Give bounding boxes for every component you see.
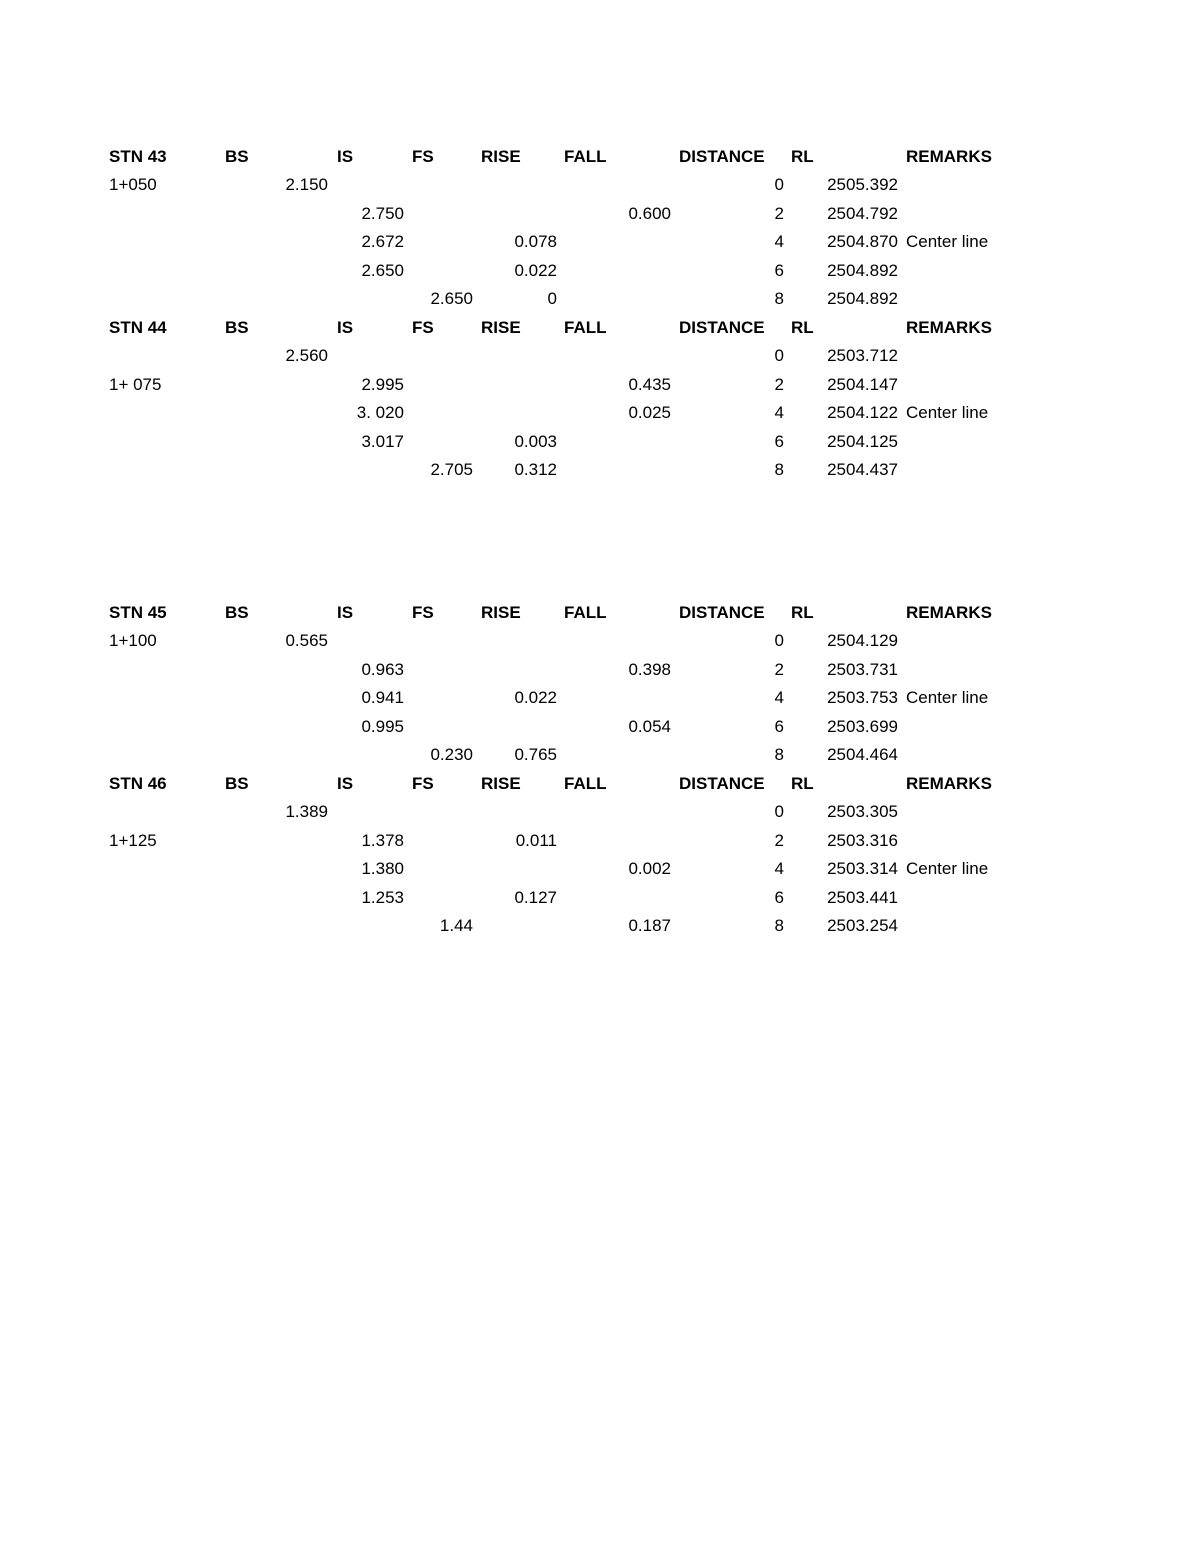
header-rl-label: RL [791, 603, 814, 622]
fall-cell: 0.054 [628, 716, 671, 736]
remarks-cell: Center line [906, 232, 989, 252]
rl-cell: 2503.712 [827, 346, 898, 366]
rl-cell: 2504.464 [827, 745, 898, 764]
header-rise-label: RISE [481, 603, 521, 622]
header-remarks-label: REMARKS [906, 318, 992, 337]
distance-cell: 2 [774, 203, 784, 223]
header-is-label: IS [337, 147, 354, 166]
header-fs-label: FS [412, 318, 434, 337]
distance-cell: 8 [774, 916, 784, 935]
is-cell: 3.017 [361, 431, 404, 451]
header-fall-label: FALL [564, 603, 607, 622]
fs-cell: 2.705 [430, 460, 473, 479]
header-bs-label: BS [225, 318, 249, 337]
fs-cell: 0.230 [430, 745, 473, 764]
chainage-cell: 1+ 075 [109, 374, 162, 394]
rl-cell: 2504.125 [827, 431, 898, 451]
is-cell: 2.650 [361, 260, 404, 280]
bs-cell: 2.150 [285, 175, 328, 195]
is-cell: 2.750 [361, 203, 404, 223]
header-remarks-label: REMARKS [906, 603, 992, 622]
distance-cell: 0 [774, 631, 784, 651]
remarks-cell: Center line [906, 688, 989, 708]
chainage-cell: 1+100 [109, 631, 157, 651]
fs-cell: 2.650 [430, 289, 473, 308]
header-rise-label: RISE [481, 147, 521, 166]
bs-cell: 0.565 [285, 631, 328, 651]
header-rise-label: RISE [481, 318, 521, 337]
header-fs-label: FS [412, 603, 434, 622]
rl-cell: 2504.870 [827, 232, 898, 252]
chainage-cell: 1+050 [109, 175, 157, 195]
rl-cell: 2503.731 [827, 659, 898, 679]
rl-cell: 2503.305 [827, 802, 898, 822]
rise-cell: 0.312 [514, 460, 557, 479]
fall-cell: 0.435 [628, 374, 671, 394]
distance-cell: 0 [774, 175, 784, 195]
header-fall-label: FALL [564, 774, 607, 793]
remarks-cell: Center line [906, 403, 989, 423]
rl-cell: 2504.892 [827, 289, 898, 308]
is-cell: 1.378 [361, 830, 404, 850]
is-cell: 3. 020 [356, 403, 404, 423]
distance-cell: 0 [774, 802, 784, 822]
header-distance-label: DISTANCE [679, 318, 765, 337]
is-cell: 0.995 [361, 716, 404, 736]
header-fall-label: FALL [564, 147, 607, 166]
rise-cell: 0.127 [514, 887, 557, 907]
header-bs-label: BS [225, 774, 249, 793]
distance-cell: 6 [774, 887, 784, 907]
header-is-label: IS [337, 603, 354, 622]
header-rl-label: RL [791, 147, 814, 166]
distance-cell: 0 [774, 346, 784, 366]
header-stn-label: STN 43 [109, 147, 167, 166]
rl-cell: 2504.437 [827, 460, 898, 479]
distance-cell: 2 [774, 830, 784, 850]
header-fs-label: FS [412, 147, 434, 166]
header-bs-label: BS [225, 147, 249, 166]
distance-cell: 4 [774, 403, 784, 423]
fall-cell: 0.398 [628, 659, 671, 679]
fall-cell: 0.002 [628, 859, 671, 879]
header-distance-label: DISTANCE [679, 774, 765, 793]
header-fs-label: FS [412, 774, 434, 793]
rise-cell: 0.003 [514, 431, 557, 451]
header-stn-label: STN 46 [109, 774, 167, 793]
fall-cell: 0.600 [628, 203, 671, 223]
header-remarks-label: REMARKS [906, 147, 992, 166]
is-cell: 1.380 [361, 859, 404, 879]
header-rise-label: RISE [481, 774, 521, 793]
distance-cell: 8 [774, 289, 784, 308]
rl-cell: 2504.792 [827, 203, 898, 223]
is-cell: 2.672 [361, 232, 404, 252]
is-cell: 1.253 [361, 887, 404, 907]
distance-cell: 4 [774, 688, 784, 708]
rise-cell: 0.765 [514, 745, 557, 764]
header-distance-label: DISTANCE [679, 147, 765, 166]
rl-cell: 2504.147 [827, 374, 898, 394]
chainage-cell: 1+125 [109, 830, 157, 850]
rise-cell: 0.011 [515, 830, 557, 850]
distance-cell: 6 [774, 260, 784, 280]
rise-cell: 0.022 [514, 688, 557, 708]
header-distance-label: DISTANCE [679, 603, 765, 622]
distance-cell: 4 [774, 859, 784, 879]
rl-cell: 2503.314 [827, 859, 898, 879]
header-bs-label: BS [225, 603, 249, 622]
rl-cell: 2503.699 [827, 716, 898, 736]
header-is-label: IS [337, 774, 354, 793]
bs-cell: 2.560 [285, 346, 328, 366]
distance-cell: 4 [774, 232, 784, 252]
is-cell: 0.941 [361, 688, 404, 708]
rise-cell: 0.022 [514, 260, 557, 280]
header-stn-label: STN 45 [109, 603, 167, 622]
header-stn-label: STN 44 [109, 318, 167, 337]
header-is-label: IS [337, 318, 354, 337]
rise-cell: 0 [547, 289, 557, 308]
distance-cell: 8 [774, 460, 784, 479]
rl-cell: 2504.122 [827, 403, 898, 423]
rl-cell: 2504.892 [827, 260, 898, 280]
rl-cell: 2503.254 [827, 916, 898, 935]
bs-cell: 1.389 [285, 802, 328, 822]
is-cell: 0.963 [361, 659, 404, 679]
remarks-cell: Center line [906, 859, 989, 879]
distance-cell: 2 [774, 374, 784, 394]
is-cell: 2.995 [361, 374, 404, 394]
header-remarks-label: REMARKS [906, 774, 992, 793]
header-fall-label: FALL [564, 318, 607, 337]
distance-cell: 6 [774, 431, 784, 451]
distance-cell: 6 [774, 716, 784, 736]
header-rl-label: RL [791, 318, 814, 337]
header-rl-label: RL [791, 774, 814, 793]
rl-cell: 2504.129 [827, 631, 898, 651]
fall-cell: 0.025 [628, 403, 671, 423]
fs-cell: 1.44 [439, 916, 473, 935]
rl-cell: 2503.441 [827, 887, 898, 907]
rise-cell: 0.078 [514, 232, 557, 252]
rl-cell: 2503.316 [827, 830, 898, 850]
distance-cell: 8 [774, 745, 784, 764]
rl-cell: 2505.392 [827, 175, 898, 195]
distance-cell: 2 [774, 659, 784, 679]
fall-cell: 0.187 [628, 916, 671, 935]
rl-cell: 2503.753 [827, 688, 898, 708]
